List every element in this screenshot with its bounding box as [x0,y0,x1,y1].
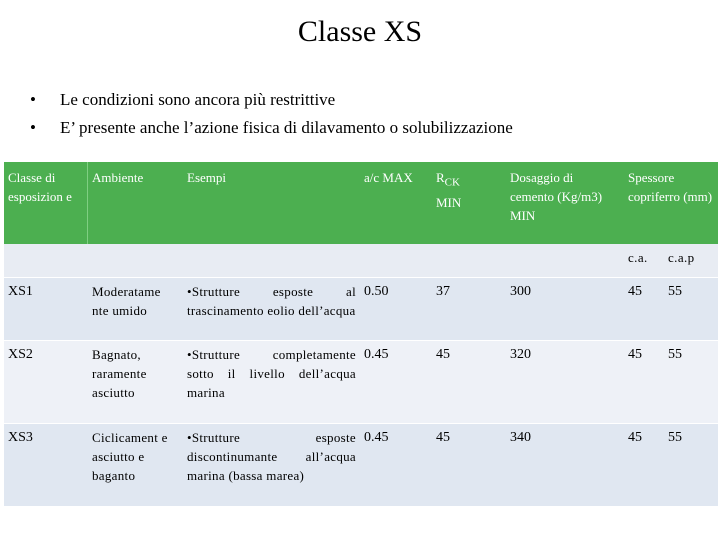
cell-dosaggio: 320 [506,340,624,423]
exposure-class-table [4,162,718,506]
subheader-blank [88,244,183,277]
bullet-list [30,86,513,142]
table-subheader-row [4,244,718,277]
cell-rck: 37 [432,277,506,340]
subheader-cap: c.a.p [664,244,718,277]
cell-ac: 0.45 [360,340,432,423]
subheader-blank [506,244,624,277]
cell-classe: XS3 [4,423,88,506]
cell-dosaggio: 300 [506,277,624,340]
cell-classe: XS1 [4,277,88,340]
bullet-item [30,114,513,142]
subheader-blank [183,244,360,277]
cell-ambiente: Bagnato, raramente asciutto [88,340,183,423]
header-classe: Classe di esposizion e [4,162,88,244]
bullet-icon: • [30,90,36,109]
cell-ca: 45 [624,340,664,423]
cell-esempi: •Strutture esposte discontinumante all’acqua marina (bassa marea) [183,423,360,506]
cell-cap: 55 [664,340,718,423]
cell-rck: 45 [432,423,506,506]
cell-ca: 45 [624,277,664,340]
table-row [4,423,718,506]
cell-ac: 0.45 [360,423,432,506]
header-rck-main: R [436,170,445,185]
cell-cap: 55 [664,277,718,340]
header-dosaggio: Dosaggio di cemento (Kg/m3) MIN [506,162,624,244]
bullet-text: Le condizioni sono ancora più restrittive [60,90,336,109]
subheader-ca: c.a. [624,244,664,277]
cell-ac: 0.50 [360,277,432,340]
table-row [4,340,718,423]
table-header-row [4,162,718,244]
cell-esempi: •Strutture completamente sotto il livello dell’acqua marina [183,340,360,423]
header-spessore: Spessore copriferro (mm) [624,162,718,244]
cell-ambiente: Moderatame nte umido [88,277,183,340]
bullet-item [30,86,513,114]
header-esempi: Esempi [183,162,360,244]
cell-esempi: •Strutture esposte al trascinamento eolio dell’acqua [183,277,360,340]
cell-dosaggio: 340 [506,423,624,506]
subheader-blank [432,244,506,277]
header-ac: a/c MAX [360,162,432,244]
subheader-blank [360,244,432,277]
cell-cap: 55 [664,423,718,506]
cell-rck: 45 [432,340,506,423]
header-rck-tail: MIN [436,194,462,210]
table-row [4,277,718,340]
subheader-blank [4,244,88,277]
header-rck-sub: CK [444,176,460,189]
cell-ca: 45 [624,423,664,506]
cell-ambiente: Ciclicament e asciutto e baganto [88,423,183,506]
cell-classe: XS2 [4,340,88,423]
header-rck [432,162,506,244]
bullet-icon: • [30,118,36,137]
slide-title: Classe XS [297,15,423,48]
header-ambiente: Ambiente [88,162,183,244]
bullet-text: E’ presente anche l’azione fisica di dilavamento o solubilizzazione [60,118,513,137]
